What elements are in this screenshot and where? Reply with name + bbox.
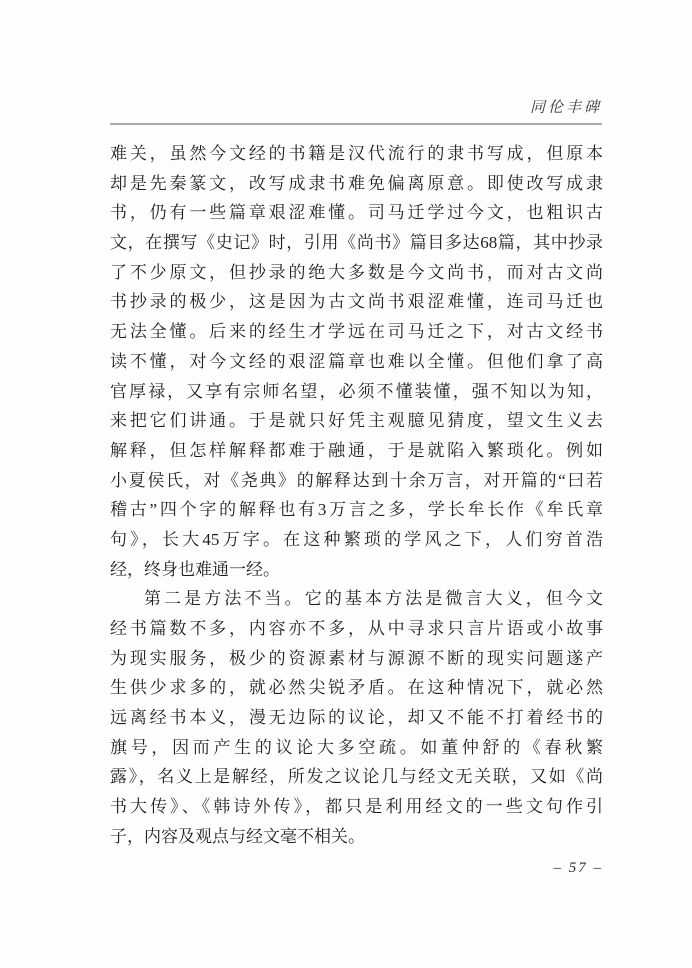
text-line: 生供少求多的，就必然尖锐矛盾。在这种情况下，就必然 <box>110 678 603 698</box>
text-line: 书大传》、《韩诗外传》，都只是利用经文的一些文句作引 <box>110 797 603 817</box>
text-line: 无法全懂。后来的经生才学远在司马迁之下，对古文经书 <box>110 322 603 342</box>
text-line: 经书篇数不多，内容亦不多，从中寻求只言片语或小故事 <box>110 619 603 638</box>
text-line: 文，在撰写《史记》时，引用《尚书》篇目多达68篇，其中抄录 <box>110 233 603 253</box>
text-line: 读不懂，对今文经的艰涩篇章也难以全懂。但他们拿了高 <box>110 351 603 371</box>
text-line: 书，仍有一些篇章艰涩难懂。司马迁学过今文，也粗识古 <box>110 203 603 223</box>
text-line: 了不少原文，但抄录的绝大多数是今文尚书，而对古文尚 <box>110 262 603 282</box>
text-line: 却是先秦篆文，改写成隶书难免偏离原意。即使改写成隶 <box>110 173 603 193</box>
text-line: 句》，长大45万字。在这种繁琐的学风之下，人们穷首浩 <box>110 529 603 549</box>
text-line: 远离经书本义，漫无边际的议论，却又不能不打着经书的 <box>110 708 603 728</box>
page-number: – 57 – <box>553 860 603 876</box>
text-line: 第二是方法不当。它的基本方法是微言大义，但今文 <box>144 589 603 609</box>
text-line: 解释，但怎样解释都难于融通，于是就陷入繁琐化。例如 <box>110 440 603 460</box>
text-line: 小夏侯氏，对《尧典》的解释达到十余万言，对开篇的“曰若 <box>110 470 603 490</box>
text-line: 稽古”四个字的解释也有3万言之多，学长牟长作《牟氏章 <box>110 500 603 520</box>
text-line: 来把它们讲通。于是就只好凭主观臆见猜度，望文生义去 <box>110 411 603 431</box>
text-line: 露》，名义上是解经，所发之议论几与经文无关联，又如《尚 <box>110 767 603 787</box>
running-header: 同伦丰碑 <box>110 96 602 125</box>
text-line: 子，内容及观点与经文毫不相关。 <box>110 826 365 846</box>
text-line: 经，终身也难通一经。 <box>110 559 280 579</box>
text-line: 为现实服务，极少的资源素材与源源不断的现实问题遂产 <box>110 648 603 668</box>
text-line: 难关，虽然今文经的书籍是汉代流行的隶书写成，但原本 <box>110 144 603 163</box>
text-line: 书抄录的极少，这是因为古文尚书艰涩难懂，连司马迁也 <box>110 292 603 312</box>
text-line: 旗号，因而产生的议论大多空疏。如董仲舒的《春秋繁 <box>110 737 603 757</box>
text-line: 官厚禄，又享有宗师名望，必须不懂装懂，强不知以为知， <box>110 381 603 401</box>
body-text <box>110 139 603 852</box>
